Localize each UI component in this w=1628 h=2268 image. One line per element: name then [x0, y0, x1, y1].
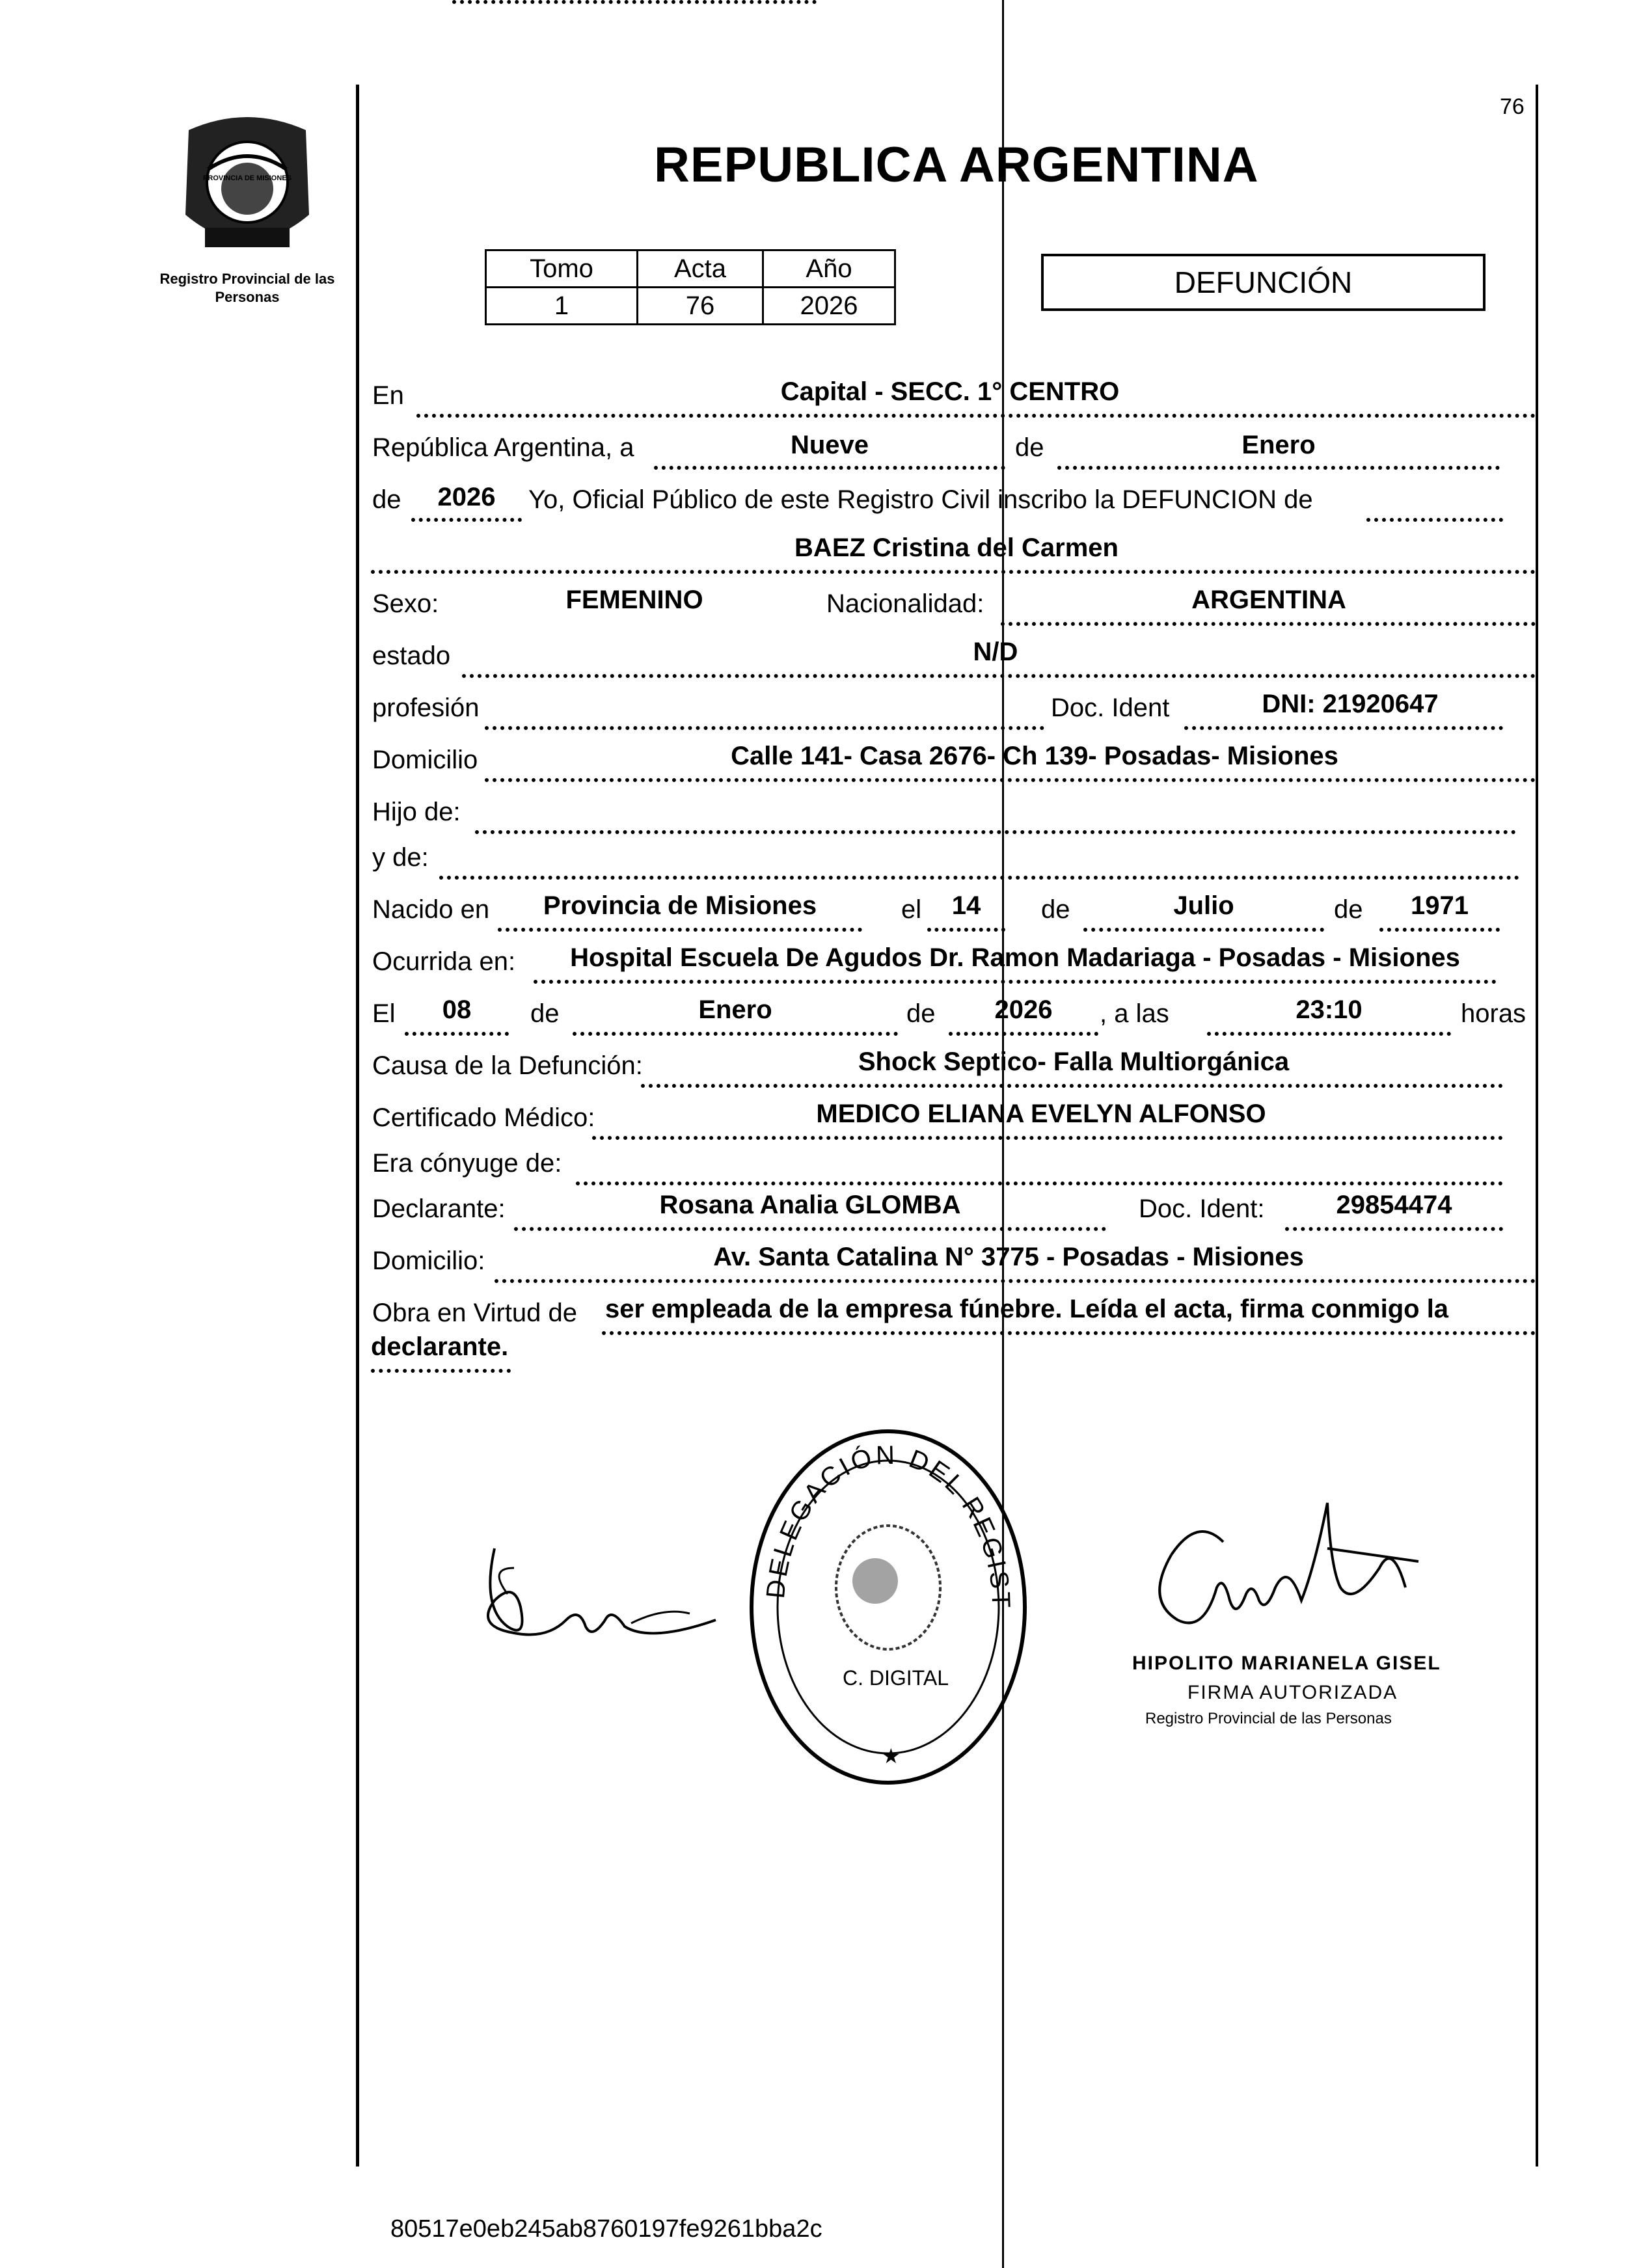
estado-value: N/D: [973, 638, 1018, 666]
estado-label: estado: [372, 641, 451, 670]
causa-value: Shock Septico- Falla Multiorgánica: [858, 1047, 1290, 1076]
left-margin-line: [356, 85, 359, 2167]
ocurrida-label: Ocurrida en:: [372, 947, 516, 976]
doc2-value: 29854474: [1336, 1191, 1452, 1219]
misiones-shield-icon: [169, 104, 325, 260]
seal-outer-text: DELEGACIÓN DEL REGIST: [761, 1440, 1016, 1611]
def-mes-line: [573, 1032, 898, 1036]
certificado-value: MEDICO ELIANA EVELYN ALFONSO: [816, 1100, 1266, 1128]
obra-value: ser empleada de la empresa fúnebre. Leída el acta, firma conmigo la: [605, 1295, 1449, 1323]
conyuge-line: [576, 1181, 1503, 1185]
nac-anio-line: [1379, 928, 1500, 932]
svg-text:★: ★: [882, 1744, 901, 1768]
nac-dia-value: 14: [951, 891, 981, 920]
province-logo: [169, 104, 325, 260]
domicilio2-line: [495, 1279, 1536, 1283]
right-margin-line: [1536, 85, 1538, 2167]
handwritten-signature-icon: [468, 1529, 729, 1679]
fold-line: [1002, 0, 1004, 2268]
en-value: Capital - SECC. 1° CENTRO: [780, 377, 1120, 406]
doc-value: DNI: 21920647: [1262, 690, 1439, 718]
hijo-label: Hijo de:: [372, 798, 461, 826]
de-label-1: de: [1015, 433, 1044, 462]
sexo-label: Sexo:: [372, 589, 439, 618]
yde-line: [439, 876, 1519, 880]
dia-line: [654, 466, 1005, 470]
ocurrida-value: Hospital Escuela De Agudos Dr. Ramon Madariaga - Posadas - Misiones: [570, 943, 1460, 972]
yde-label: y de:: [372, 843, 429, 872]
document-title: REPUBLICA ARGENTINA: [654, 137, 1259, 193]
estado-line: [462, 674, 1536, 678]
profesion-line: [485, 726, 1044, 730]
domicilio2-label: Domicilio:: [372, 1247, 485, 1275]
doc-label: Doc. Ident: [1051, 694, 1170, 722]
nac-mes-line: [1083, 928, 1324, 932]
def-anio-line: [949, 1032, 1098, 1036]
signatory-role: FIRMA AUTORIZADA: [1187, 1682, 1398, 1703]
republica-label: República Argentina, a: [372, 433, 634, 462]
table-header-acta: Acta: [638, 250, 763, 288]
seal-icon: [745, 1425, 1031, 1789]
certificado-line: [592, 1136, 1503, 1140]
doc2-label: Doc. Ident:: [1139, 1195, 1265, 1223]
conyuge-label: Era cónyuge de:: [372, 1149, 562, 1178]
declarante-label: Declarante:: [372, 1195, 506, 1223]
authorized-signature: [1132, 1490, 1445, 1659]
El-label: El: [372, 999, 396, 1028]
anio-value: 2026: [437, 483, 496, 511]
table-header-anio: Año: [763, 250, 895, 288]
oficial-line: [1366, 518, 1503, 522]
en-line: [416, 414, 1536, 418]
def-dia-line: [405, 1032, 509, 1036]
hora-line: [1207, 1032, 1451, 1036]
causa-line: [641, 1084, 1503, 1088]
certificado-label: Certificado Médico:: [372, 1103, 595, 1132]
nacionalidad-value: ARGENTINA: [1191, 586, 1346, 614]
signatory-name: HIPOLITO MARIANELA GISEL: [1132, 1653, 1441, 1674]
domicilio2-value: Av. Santa Catalina N° 3775 - Posadas - Misiones: [713, 1243, 1304, 1271]
domicilio-label: Domicilio: [372, 746, 478, 774]
oficial-text: Yo, Oficial Público de este Registro Civil inscribo la DEFUNCION de: [528, 485, 1313, 514]
declarant-signature: [468, 1529, 729, 1679]
deceased-name: BAEZ Cristina del Carmen: [794, 533, 1119, 562]
obra-line-2: [371, 1369, 511, 1373]
domicilio-value: Calle 141- Casa 2676- Ch 139- Posadas- Misiones: [731, 742, 1338, 770]
hijo-line: [475, 830, 1516, 834]
doc-line: [1184, 726, 1503, 730]
nacido-value: Provincia de Misiones: [543, 891, 817, 920]
el-label: el: [901, 895, 922, 924]
nacionalidad-line: [1001, 622, 1536, 626]
alas-label: , a las: [1100, 999, 1169, 1028]
def-dia-value: 08: [442, 995, 472, 1024]
mes-line: [1057, 466, 1500, 470]
causa-label: Causa de la Defunción:: [372, 1051, 643, 1080]
declarante-value: Rosana Analia GLOMBA: [659, 1191, 961, 1219]
nacido-label: Nacido en: [372, 895, 490, 924]
logo-caption: PROVINCIA DE MISIONES: [203, 174, 292, 182]
profesion-label: profesión: [372, 694, 480, 722]
nac-mes-value: Julio: [1173, 891, 1234, 920]
page-number: 76: [1500, 94, 1525, 119]
def-anio-value: 2026: [994, 995, 1053, 1024]
domicilio-line: [485, 778, 1536, 782]
doc2-line: [1285, 1227, 1503, 1231]
nac-anio-value: 1971: [1411, 891, 1469, 920]
ocurrida-line: [534, 980, 1497, 984]
nacionalidad-label: Nacionalidad:: [826, 589, 984, 618]
signatory-org: Registro Provincial de las Personas: [1145, 1710, 1392, 1727]
en-label: En: [372, 381, 404, 410]
table-value-anio: 2026: [763, 288, 895, 325]
nacido-line: [498, 928, 862, 932]
horas-label: horas: [1461, 999, 1526, 1028]
official-seal: [745, 1425, 1031, 1789]
declarante-line: [514, 1227, 1106, 1231]
anio-line: [411, 518, 522, 522]
acta-table: [485, 249, 896, 325]
hora-value: 23:10: [1296, 995, 1363, 1024]
document-hash: 80517e0eb245ab8760197fe9261bba2c: [390, 2215, 822, 2243]
table-header-tomo: Tomo: [486, 250, 638, 288]
dia-value: Nueve: [790, 431, 869, 459]
seal-inner-text: C. DIGITAL: [843, 1666, 949, 1690]
registro-caption: Registro Provincial de las Personas: [159, 271, 335, 305]
sexo-value: FEMENINO: [565, 586, 703, 614]
mes-value: Enero: [1241, 431, 1316, 459]
nombre-line: [371, 570, 1536, 574]
acta-type-box: DEFUNCIÓN: [1041, 254, 1486, 311]
sexo-line: [452, 0, 817, 4]
de-label-4: de: [1334, 895, 1363, 924]
de-label-5: de: [530, 999, 560, 1028]
de-label-6: de: [906, 999, 936, 1028]
table-value-tomo: 1: [486, 288, 638, 325]
table-value-acta: 76: [638, 288, 763, 325]
obra-value-2: declarante.: [371, 1332, 509, 1361]
obra-line: [602, 1331, 1536, 1335]
nac-dia-line: [927, 928, 1005, 932]
de-label-2: de: [372, 485, 401, 514]
obra-label: Obra en Virtud de: [372, 1299, 578, 1327]
de-label-3: de: [1041, 895, 1070, 924]
def-mes-value: Enero: [698, 995, 772, 1024]
official-signature-icon: [1132, 1490, 1445, 1659]
